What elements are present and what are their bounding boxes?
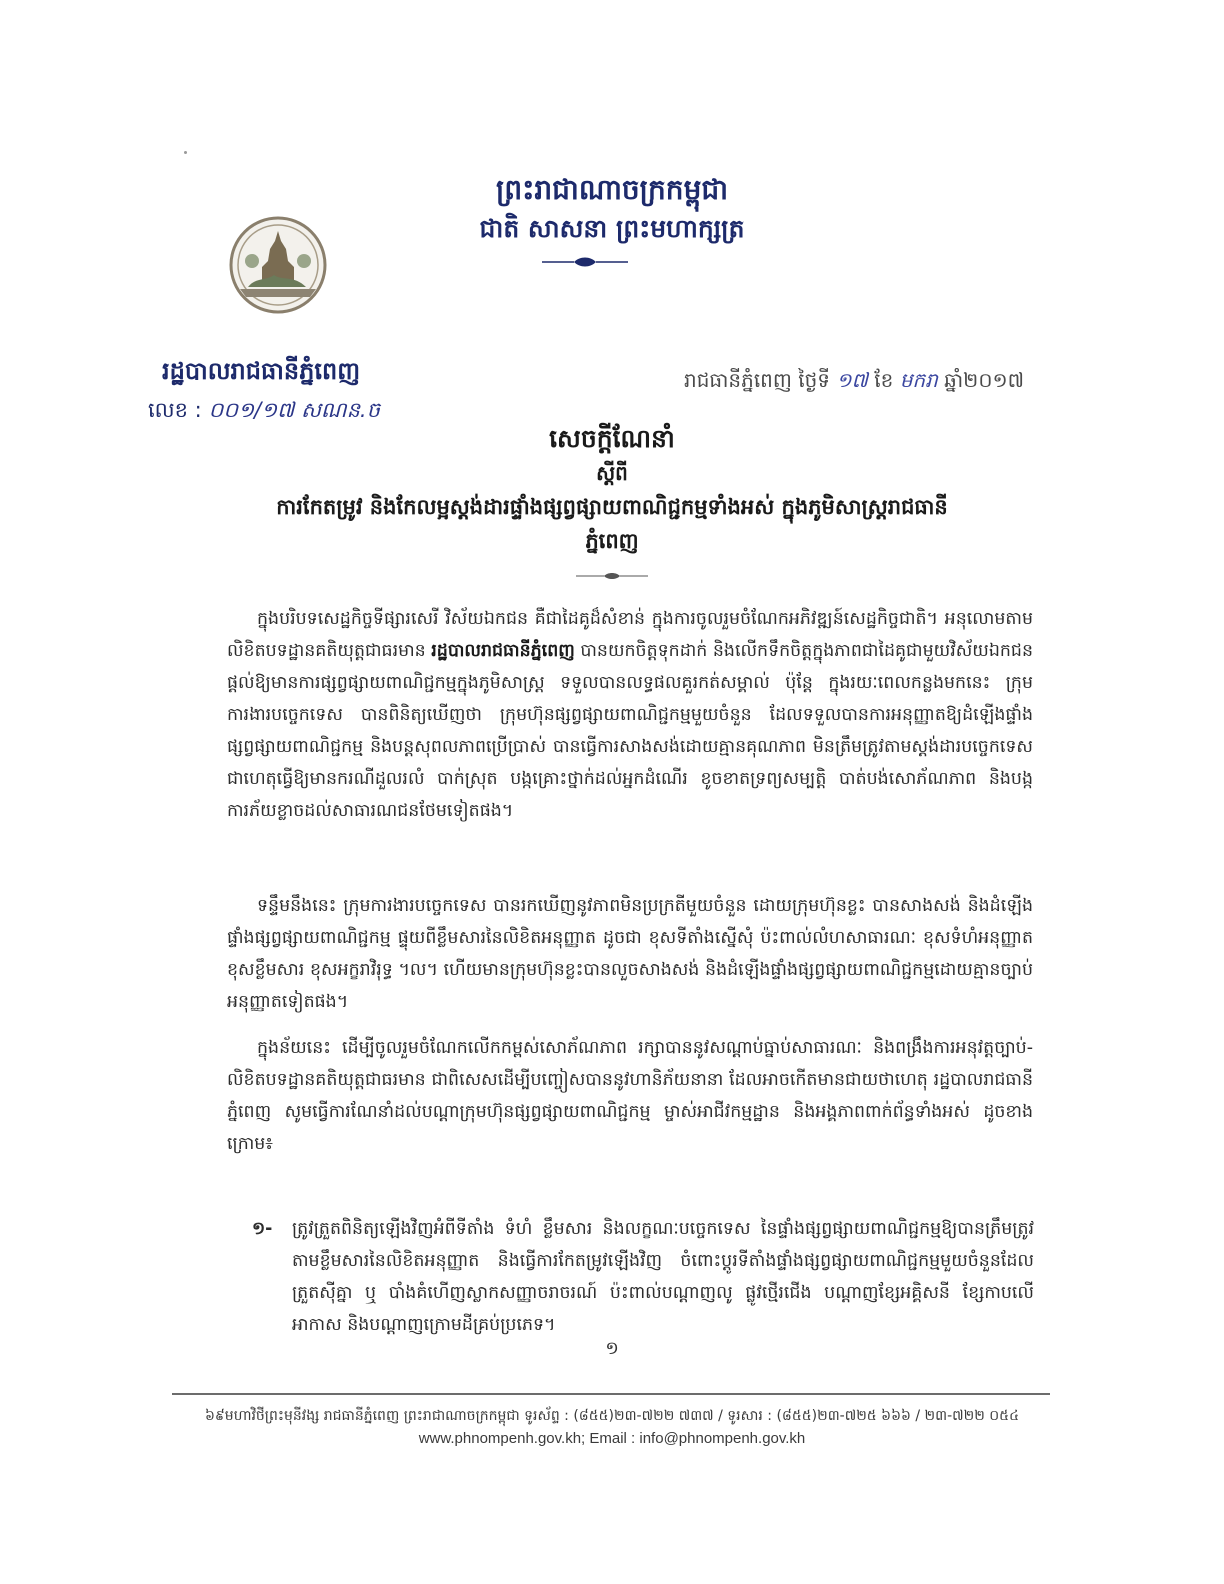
document-number-label: លេខ : xyxy=(148,398,202,422)
footer-address: ៦៩មហាវិថីព្រះមុនីវង្ស រាជធានីភ្នំពេញ ព្រះរាជាណាចក្រកម្ពុជា ទូរស័ព្ទ : (៨៥៥)២៣-៧២២ ៧៣៧ / ទូរសារ : (៨៥៥)២៣-៧២៥ ៦៦៦ / ២៣-៧២២ ០៥៤ xyxy=(204,1408,1019,1424)
document-number-value: ០០១/១៧ សណន.ច xyxy=(208,398,380,422)
date-year: ឆ្នាំ២០១៧ xyxy=(944,368,1025,392)
kingdom-title: ព្រះរាជាណាចក្រកម្ពុជា xyxy=(495,173,728,206)
body-paragraph: ទន្ទឹមនឹងនេះ ក្រុមការងារបច្ចេកទេស បានរកឃើញនូវភាពមិនប្រក្រតីមួយចំនួន ដោយក្រុមហ៊ុនខ្លះ បានសាងសង់ និងដំឡើងផ្ទាំងផ្សព្វផ្សាយពាណិជ្ជកម្ម ផ្ទុយពីខ្លឹមសារនៃលិខិតអនុញ្ញាត ដូចជា ខុសទីតាំងស្នើសុំ ប៉ះពាល់លំហសាធារណៈ ខុសទំហំអនុញ្ញាត ខុសខ្លឹមសារ ខុសអក្ខរាវិរុទ្ធ ។ល។ ហើយមានក្រុមហ៊ុនខ្លះបានលួចសាងសង់ និងដំឡើងផ្ទាំងផ្សព្វផ្សាយពាណិជ្ជកម្មដោយគ្មានច្បាប់អនុញ្ញាតទៀតផង។ xyxy=(227,896,1033,1012)
list-item-number: ១- xyxy=(252,1219,273,1239)
document-type: សេចក្តីណែនាំ xyxy=(549,424,675,453)
document-subject: ការកែតម្រូវ និងកែលម្អស្តង់ដារផ្ទាំងផ្សព្វផ្សាយពាណិជ្ជកម្មទាំងអស់ ក្នុងភូមិសាស្ត្ររាជធានីភ្នំពេញ xyxy=(276,495,948,553)
paragraph-text: បានយកចិត្តទុកដាក់ និងលើកទឹកចិត្តក្នុងភាពជាដៃគូជាមួយវិស័យឯកជន ផ្តល់ឱ្យមានការផ្សព្វផ្សាយពាណិជ្ជកម្មក្នុងភូមិសាស្ត្រ ទទួលបានលទ្ធផលគួរកត់សម្គាល់ ប៉ុន្តែ ក្នុងរយៈពេលកន្លងមកនេះ ក្រុមការងារបច្ចេកទេស បានពិនិត្យឃើញថា ក្រុមហ៊ុនផ្សព្វផ្សាយពាណិជ្ជកម្មមួយចំនួន ដែលទទួលបានការអនុញ្ញាតឱ្យដំឡើងផ្ទាំងផ្សព្វផ្សាយពាណិជ្ជកម្ម និងបន្តសុពលភាពប្រើប្រាស់ បានធ្វើការសាងសង់ដោយគ្មានគុណភាព មិនត្រឹមត្រូវតាមស្តង់ដារបច្ចេកទេស ជាហេតុធ្វើឱ្យមានករណីដួលរលំ បាក់ស្រុត បង្កគ្រោះថ្នាក់ដល់អ្នកដំណើរ ខូចខាតទ្រព្យសម្បត្តិ បាត់បង់សោភ័ណភាព និងបង្កការភ័យខ្លាចដល់សាធារណជនថែមទៀតផង។ xyxy=(227,641,1034,821)
scan-speck xyxy=(184,151,187,154)
date-day: ១៧ xyxy=(836,368,868,392)
agency-name: រដ្ឋបាលរាជធានីភ្នំពេញ xyxy=(162,357,361,385)
body-paragraph: ក្នុងន័យនេះ ដើម្បីចូលរួមចំណែកលើកកម្ពស់សោភ័ណភាព រក្សាបាននូវសណ្តាប់ធ្នាប់សាធារណៈ និងពង្រឹងការអនុវត្តច្បាប់-លិខិតបទដ្ឋានគតិយុត្តជាធរមាន ជាពិសេសដើម្បីបញ្ចៀសបាននូវហានិភ័យនានា ដែលអាចកើតមានជាយថាហេតុ រដ្ឋបាលរាជធានីភ្នំពេញ សូមធ្វើការណែនាំដល់បណ្តាក្រុមហ៊ុនផ្សព្វផ្សាយពាណិជ្ជកម្ម ម្ចាស់អាជីវកម្មដ្ឋាន និងអង្គភាពពាក់ព័ន្ធទាំងអស់ ដូចខាងក្រោម៖ xyxy=(227,1038,1033,1154)
list-item-text: ត្រូវត្រួតពិនិត្យឡើងវិញអំពីទីតាំង ទំហំ ខ្លឹមសារ និងលក្ខណៈបច្ចេកទេស នៃផ្ទាំងផ្សព្វផ្សាយពាណិជ្ជកម្មឱ្យបានត្រឹមត្រូវតាមខ្លឹមសារនៃលិខិតអនុញ្ញាត និងធ្វើការកែតម្រូវឡើងវិញ ចំពោះប្តូរទីតាំងផ្ទាំងផ្សព្វផ្សាយពាណិជ្ជកម្មមួយចំនួនដែលត្រួតស៊ីគ្នា ឬ បាំងគំហើញស្លាកសញ្ញាចរាចរណ៍ ប៉ះពាល់បណ្តាញលូ ផ្លូវថ្មើរជើង បណ្តាញខ្សែអគ្គិសនី ខ្សែកាបលើអាកាស និងបណ្តាញក្រោមដីគ្រប់ប្រភេទ។ xyxy=(292,1219,1034,1335)
kingdom-motto: ជាតិ សាសនា ព្រះមហាក្សត្រ xyxy=(479,214,745,243)
date-month-label: ខែ xyxy=(874,368,894,392)
page-number: ១ xyxy=(605,1338,619,1359)
ornament-divider-icon xyxy=(574,570,650,582)
body-paragraph xyxy=(227,603,1033,827)
date-month: មករា xyxy=(899,368,938,392)
ornament-divider-icon xyxy=(540,254,630,270)
about-label: ស្តីពី xyxy=(596,461,628,485)
footer-divider xyxy=(172,1393,1050,1395)
paragraph-emphasis: រដ្ឋបាលរាជធានីភ្នំពេញ xyxy=(431,641,575,661)
document-date xyxy=(684,367,1024,397)
instruction-list-item xyxy=(252,1213,1034,1341)
date-prefix: រាជធានីភ្នំពេញ ថ្ងៃទី xyxy=(684,368,831,392)
municipal-seal-icon xyxy=(218,215,338,315)
footer-contact: www.phnompenh.gov.kh; Email : info@phnompenh.gov.kh xyxy=(418,1430,806,1447)
paragraph-text: ក្នុងបរិបទសេដ្ឋកិច្ចទីផ្សារសេរី វិស័យឯកជន គឺជាដៃគូដ៏សំខាន់ ក្នុងការចូលរួមចំណែកអភិវឌ្ឍន៍សេដ្ឋកិច្ចជាតិ។ អនុលោមតាមលិខិតបទដ្ឋានគតិយុត្តជាធរមាន xyxy=(227,609,1033,661)
